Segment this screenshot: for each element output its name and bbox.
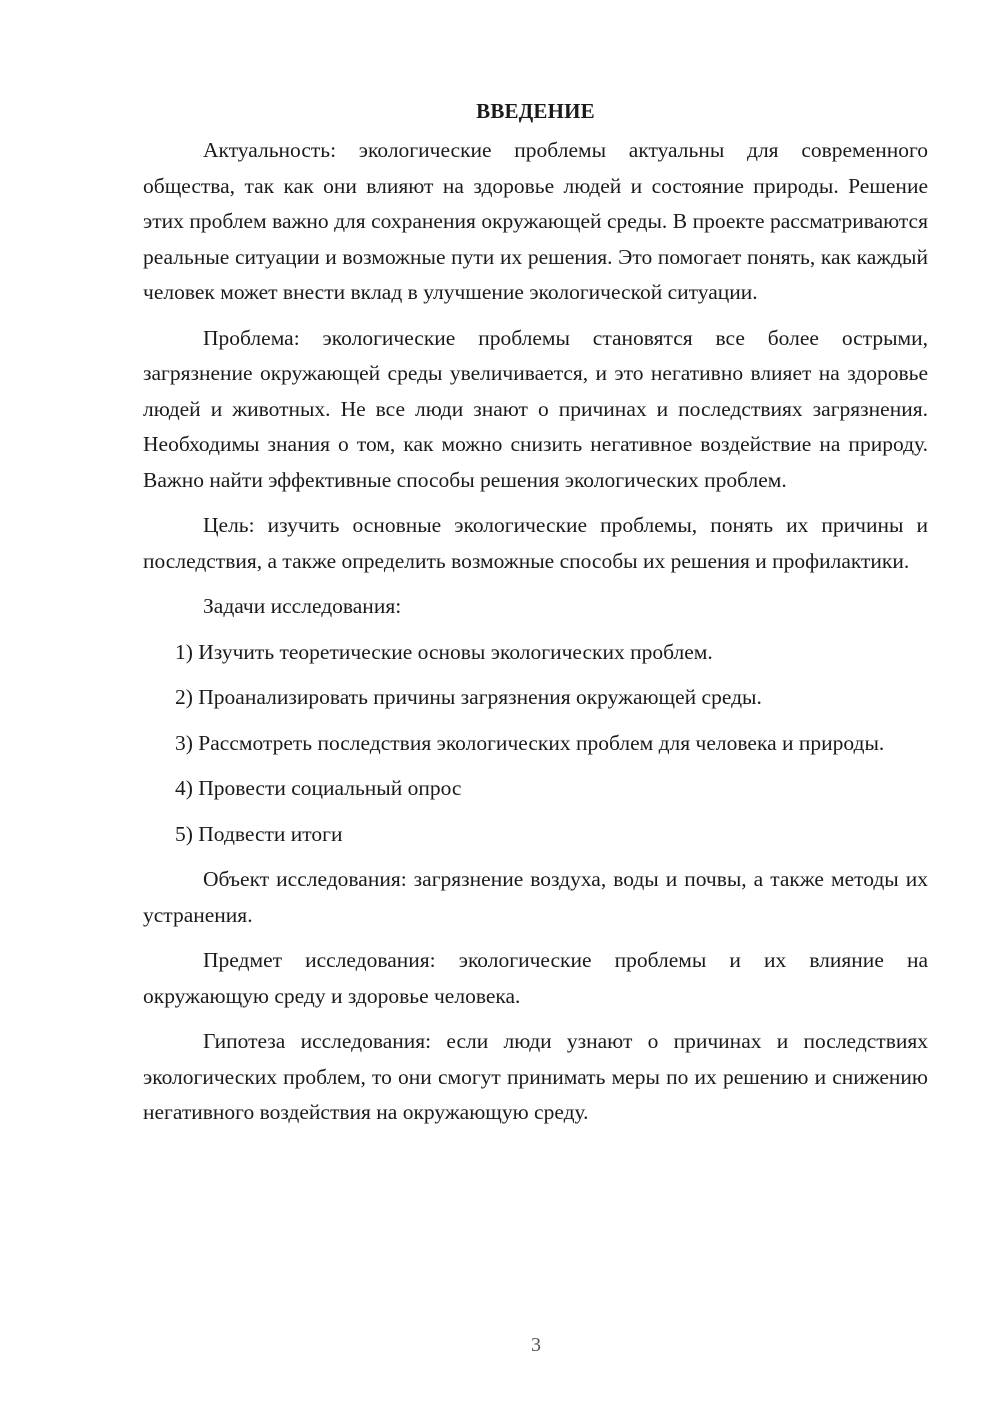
tasks-heading: Задачи исследования: (203, 594, 402, 618)
page-number: 3 (531, 1334, 541, 1356)
paragraph-goal: Цель: изучить основные экологические проблемы, понять их причины и последствия, а также определить возможные способы их решения и профилактики. (143, 513, 928, 573)
paragraph-subject: Предмет исследования: экологические проблемы и их влияние на окружающую среду и здоровье человека. (143, 948, 928, 1008)
section-title: ВВЕДЕНИЕ (476, 99, 595, 123)
paragraph-hypothesis: Гипотеза исследования: если люди узнают о причинах и последствиях экологических проблем, то они смогут принимать меры по их решению и снижению негативного воздействия на окружающую среду. (143, 1029, 928, 1124)
paragraph-object: Объект исследования: загрязнение воздуха, воды и почвы, а также методы их устранения. (143, 867, 928, 927)
paragraph-relevance: Актуальность: экологические проблемы актуальны для современного общества, так как они влияют на здоровье людей и состояние природы. Решение этих проблем важно для сохранения окружающей среды. В проекте рассматриваются реальные ситуации и возможные пути их решения. Это помогает понять, как каждый человек может внести вклад в улучшение экологической ситуации. (143, 138, 928, 304)
task-item-3: 3) Рассмотреть последствия экологических проблем для человека и природы. (175, 730, 885, 755)
task-item-4: 4) Провести социальный опрос (175, 776, 462, 800)
task-item-5: 5) Подвести итоги (175, 821, 343, 846)
paragraph-problem: Проблема: экологические проблемы становятся все более острыми, загрязнение окружающей среды увеличивается, и это негативно влияет на здоровье людей и животных. Не все люди знают о причинах и последствиях загрязнения. Необходимы знания о том, как можно снизить негативное воздействие на природу. Важно найти эффективные способы решения экологических проблем. (143, 325, 928, 492)
task-item-1: 1) Изучить теоретические основы экологических проблем. (175, 639, 713, 664)
task-item-2: 2) Проанализировать причины загрязнения окружающей среды. (175, 685, 762, 709)
document-body (143, 97, 928, 1141)
